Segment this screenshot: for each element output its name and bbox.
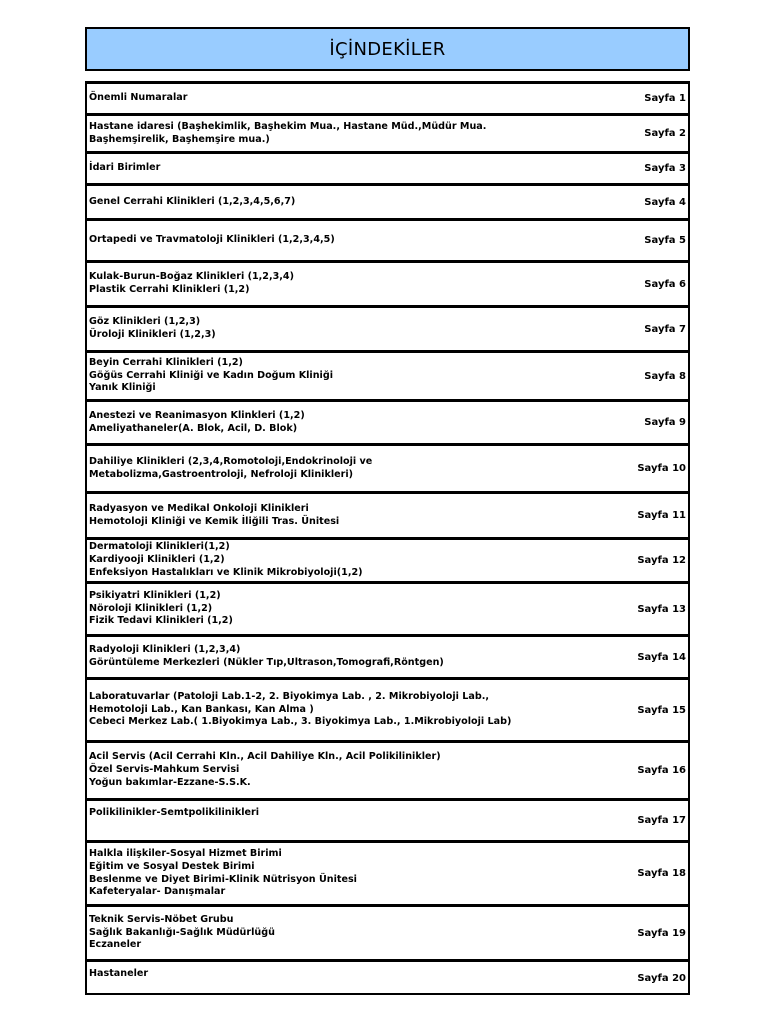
toc-entry-line: Polikilinikler-Semtpolikilinikleri: [89, 807, 260, 818]
toc-entry-line: Ortapedi ve Travmatoloji Klinikleri (1,2,3,4,5): [89, 234, 335, 246]
toc-entry-text: [89, 743, 618, 798]
toc-page-number: Sayfa 9: [644, 417, 686, 428]
toc-page-number: Sayfa 3: [644, 163, 686, 174]
toc-entry-text: [89, 84, 618, 113]
toc-page-number: Sayfa 17: [637, 815, 686, 826]
toc-entry-line: Göğüs Cerrahi Kliniği ve Kadın Doğum Kliniği: [89, 369, 333, 381]
toc-entry-text: [89, 116, 618, 151]
toc-page-number: Sayfa 10: [637, 463, 686, 474]
toc-page-number: Sayfa 11: [637, 510, 686, 521]
toc-entry-line: Hemotoloji Kliniği ve Kemik İliğili Tras. Ünitesi: [89, 515, 340, 527]
toc-page-number: Sayfa 19: [637, 927, 686, 939]
toc-entry-line: Sağlık Bakanlığı-Sağlık Müdürlüğü: [89, 926, 275, 938]
toc-page-number: Sayfa 5: [644, 235, 686, 246]
toc-row: [87, 801, 688, 843]
toc-row: [87, 843, 688, 907]
toc-entry-line: Ameliyathaneler(A. Blok, Acil, D. Blok): [89, 422, 298, 434]
toc-page-number: Sayfa 12: [637, 555, 686, 566]
toc-row: [87, 353, 688, 402]
toc-page-number: Sayfa 15: [637, 704, 686, 716]
toc-entry-line: Acil Servis (Acil Cerrahi Kln., Acil Dahiliye Kln., Acil Polikilinikler): [89, 751, 441, 763]
toc-entry-text: [89, 907, 618, 959]
toc-entry-line: Hastane idaresi (Başhekimlik, Başhekim Mua., Hastane Müd.,Müdür Mua.: [89, 120, 487, 132]
toc-row: [87, 584, 688, 637]
toc-page-number: Sayfa 14: [637, 651, 686, 663]
toc-entry-line: Cebeci Merkez Lab.( 1.Biyokimya Lab., 3. Biyokimya Lab., 1.Mikrobiyoloji Lab): [89, 716, 512, 728]
toc-entry-text: [89, 221, 618, 260]
toc-entry-text: [89, 186, 618, 218]
toc-row: [87, 907, 688, 962]
toc-entry-text: [89, 584, 618, 634]
toc-row: [87, 308, 688, 353]
page-title: İÇİNDEKİLER: [329, 38, 446, 60]
toc-row: [87, 962, 688, 995]
toc-page-number: Sayfa 1: [644, 93, 686, 104]
toc-entry-line: Psikiyatri Klinikleri (1,2): [89, 589, 221, 601]
table-of-contents: [85, 81, 690, 995]
toc-entry-line: Üroloji Klinikleri (1,2,3): [89, 329, 216, 340]
toc-entry-line: Özel Servis-Mahkum Servisi: [89, 764, 240, 776]
toc-row: [87, 680, 688, 743]
toc-entry-text: [89, 680, 618, 740]
toc-page-number: Sayfa 7: [644, 323, 686, 335]
toc-row: [87, 494, 688, 540]
toc-entry-line: Kafeteryalar- Danışmalar: [89, 886, 226, 898]
toc-entry-text: [89, 446, 618, 491]
toc-entry-line: Genel Cerrahi Klinikleri (1,2,3,4,5,6,7): [89, 195, 296, 207]
toc-entry-line: Hastaneler: [89, 968, 149, 979]
toc-entry-line: Fizik Tedavi Klinikleri (1,2): [89, 615, 233, 627]
toc-entry-line: Plastik Cerrahi Klinikleri (1,2): [89, 284, 250, 295]
toc-row: [87, 540, 688, 584]
toc-entry-line: Beyin Cerrahi Klinikleri (1,2): [89, 356, 243, 368]
toc-page-number: Sayfa 6: [644, 278, 686, 290]
toc-row: [87, 116, 688, 154]
toc-row: [87, 154, 688, 186]
toc-entry-text: [89, 308, 618, 350]
toc-entry-line: Metabolizma,Gastroentroloji, Nefroloji Klinikleri): [89, 468, 354, 480]
toc-row: [87, 84, 688, 116]
toc-page-number: Sayfa 13: [637, 603, 686, 615]
toc-page-number: Sayfa 16: [637, 765, 686, 776]
toc-entry-text: [89, 801, 618, 840]
toc-entry-line: Yoğun bakımlar-Ezzane-S.S.K.: [89, 776, 251, 788]
toc-entry-line: Beslenme ve Diyet Birimi-Klinik Nütrisyon Ünitesi: [89, 873, 357, 885]
toc-entry-line: Laboratuvarlar (Patoloji Lab.1-2, 2. Biyokimya Lab. , 2. Mikrobiyoloji Lab.,: [89, 690, 489, 702]
toc-entry-line: Başhemşirelik, Başhemşire mua.): [89, 133, 270, 145]
toc-entry-text: [89, 154, 618, 183]
toc-entry-line: İdari Birimler: [89, 162, 161, 174]
toc-entry-line: Radyasyon ve Medikal Onkoloji Klinikleri: [89, 502, 309, 514]
toc-entry-line: Teknik Servis-Nöbet Grubu: [89, 913, 234, 925]
toc-entry-text: [89, 540, 618, 581]
toc-entry-line: Hemotoloji Lab., Kan Bankası, Kan Alma ): [89, 703, 314, 715]
toc-entry-text: [89, 263, 618, 305]
toc-page-number: Sayfa 18: [637, 868, 686, 879]
toc-entry-line: Yanık Kliniği: [89, 382, 156, 394]
toc-entry-line: Önemli Numaralar: [89, 92, 188, 104]
toc-entry-line: Nöroloji Klinikleri (1,2): [89, 602, 213, 614]
toc-row: [87, 446, 688, 494]
toc-row: [87, 743, 688, 801]
toc-page-number: Sayfa 20: [637, 973, 686, 984]
toc-entry-line: Eğitim ve Sosyal Destek Birimi: [89, 860, 255, 872]
toc-entry-line: Kulak-Burun-Boğaz Klinikleri (1,2,3,4): [89, 271, 294, 283]
toc-page-number: Sayfa 8: [644, 370, 686, 382]
toc-entry-line: Görüntüleme Merkezleri (Nükler Tıp,Ultrason,Tomografi,Röntgen): [89, 657, 444, 668]
toc-row: [87, 263, 688, 308]
toc-entry-line: Göz Klinikleri (1,2,3): [89, 316, 201, 328]
toc-entry-text: [89, 637, 618, 677]
toc-entry-text: [89, 843, 618, 904]
toc-row: [87, 402, 688, 446]
toc-page-number: Sayfa 4: [644, 196, 686, 208]
toc-entry-line: Dahiliye Klinikleri (2,3,4,Romotoloji,Endokrinoloji ve: [89, 455, 373, 467]
toc-entry-line: Eczaneler: [89, 939, 142, 951]
toc-row: [87, 221, 688, 263]
toc-entry-text: [89, 494, 618, 537]
toc-entry-line: Anestezi ve Reanimasyon Klinkleri (1,2): [89, 409, 305, 421]
toc-row: [87, 186, 688, 221]
title-box: [85, 27, 690, 71]
toc-entry-text: [89, 353, 618, 399]
toc-entry-line: Dermatoloji Klinikleri(1,2): [89, 541, 230, 553]
toc-entry-line: Halkla ilişkiler-Sosyal Hizmet Birimi: [89, 847, 282, 859]
toc-row: [87, 637, 688, 680]
toc-entry-text: [89, 962, 618, 995]
toc-entry-text: [89, 402, 618, 443]
toc-entry-line: Enfeksiyon Hastalıkları ve Klinik Mikrobiyoloji(1,2): [89, 566, 363, 578]
toc-entry-line: Kardiyooji Klinikleri (1,2): [89, 554, 225, 566]
toc-page-number: Sayfa 2: [644, 128, 686, 139]
toc-entry-line: Radyoloji Klinikleri (1,2,3,4): [89, 644, 241, 656]
